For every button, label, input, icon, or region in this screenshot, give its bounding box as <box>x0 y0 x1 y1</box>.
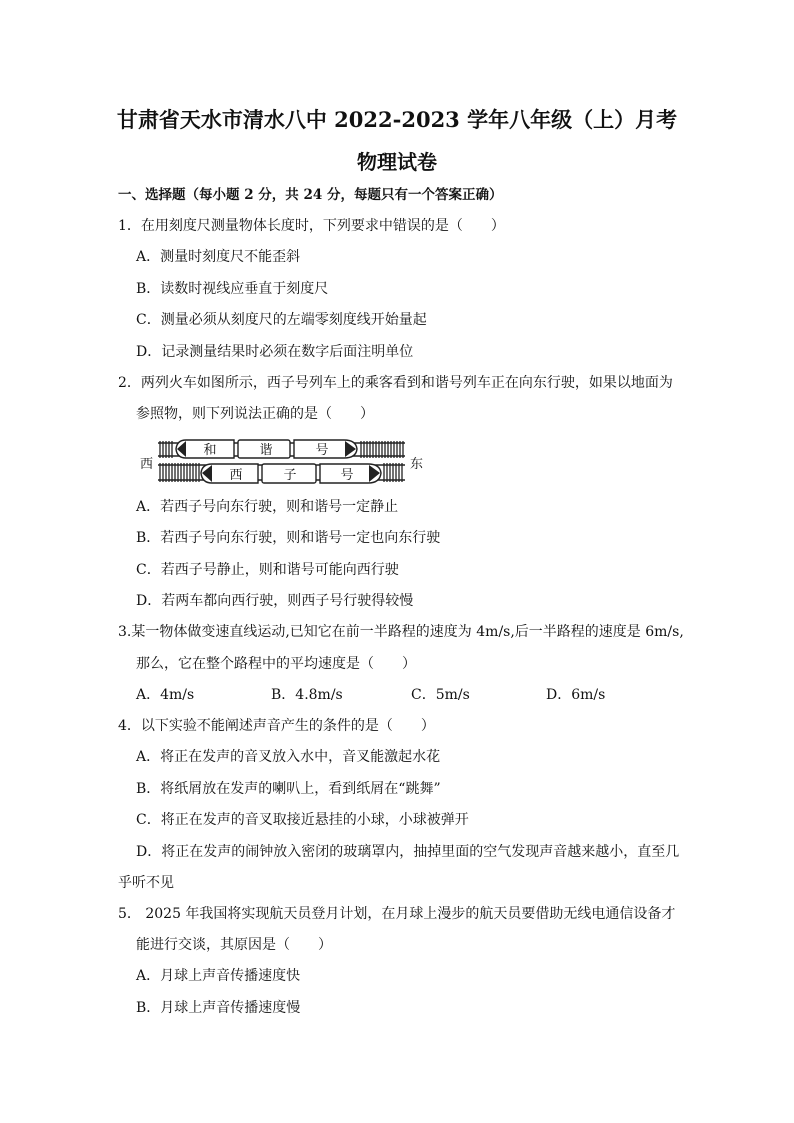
train-xizi-label-3: 号 <box>340 468 354 483</box>
direction-east-label: 东 <box>410 457 424 472</box>
train-hexie-label-3: 号 <box>315 443 329 458</box>
question-1-option-d: D．记录测量结果时必须在数字后面注明单位 <box>136 344 414 360</box>
question-4-option-c: C．将正在发声的音叉取接近悬挂的小球，小球被弹开 <box>136 812 469 828</box>
question-2-option-c: C．若西子号静止，则和谐号可能向西行驶 <box>136 562 399 578</box>
question-3-option-a: A．4m/s <box>136 687 195 703</box>
question-5-stem-line1: 5． 2025 年我国将实现航天员登月计划，在月球上漫步的航天员要借助无线电通信设备才 <box>118 906 676 922</box>
question-4-option-d-line1: D．将正在发声的闹钟放入密闭的玻璃罩内，抽掉里面的空气发现声音越来越小，直至几 <box>136 844 680 860</box>
train-xizi <box>201 464 381 483</box>
question-2-option-b: B．若西子号向东行驶，则和谐号一定也向东行驶 <box>136 530 441 546</box>
question-2-option-d: D．若两车都向西行驶，则西子号行驶得较慢 <box>136 593 414 609</box>
train-hexie-label-1: 和 <box>203 443 217 458</box>
train-xizi-label-2: 子 <box>283 468 297 483</box>
question-3-option-c: C．5m/s <box>411 687 470 703</box>
exam-title: 甘肃省天水市清水八中 2022-2023 学年八年级（上）月考 <box>116 107 678 132</box>
question-4-option-d-line2: 乎听不见 <box>118 875 174 891</box>
question-5-option-a: A．月球上声音传播速度快 <box>136 968 301 984</box>
question-2-stem-line2: 参照物，则下列说法正确的是（ ） <box>136 406 374 422</box>
exam-subtitle: 物理试卷 <box>357 150 437 174</box>
question-1-option-b: B．读数时视线应垂直于刻度尺 <box>136 281 329 297</box>
question-3-stem-line1: 3.某一物体做变速直线运动,已知它在前一半路程的速度为 4m/s,后一半路程的速度是 6m/s, <box>118 624 684 640</box>
question-5-option-b: B．月球上声音传播速度慢 <box>136 1000 301 1016</box>
question-3-stem-line2: 那么，它在整个路程中的平均速度是（ ） <box>136 656 416 672</box>
question-2-option-a: A．若西子号向东行驶，则和谐号一定静止 <box>136 499 399 515</box>
question-4-option-a: A．将正在发声的音叉放入水中，音叉能激起水花 <box>136 749 441 765</box>
train-xizi-label-1: 西 <box>229 468 243 483</box>
question-4-stem: 4．以下实验不能阐述声音产生的条件的是（ ） <box>118 718 435 734</box>
question-1-option-c: C．测量必须从刻度尺的左端零刻度线开始量起 <box>136 312 427 328</box>
train-hexie-label-2: 谐 <box>259 443 273 458</box>
question-3-option-b: B．4.8m/s <box>271 687 343 703</box>
question-1-option-a: A．测量时刻度尺不能歪斜 <box>136 249 301 265</box>
question-3-option-d: D．6m/s <box>546 687 606 703</box>
direction-west-label: 西 <box>140 457 154 472</box>
question-2-stem-line1: 2．两列火车如图所示，西子号列车上的乘客看到和谐号列车正在向东行驶，如果以地面为 <box>118 375 673 391</box>
section-heading: 一、选择题（每小题 2 分，共 24 分，每题只有一个答案正确） <box>118 187 503 203</box>
question-1-stem: 1．在用刻度尺测量物体长度时，下列要求中错误的是（ ） <box>118 218 505 234</box>
question-4-option-b: B．将纸屑放在发声的喇叭上，看到纸屑在“跳舞” <box>136 781 441 797</box>
train-hexie <box>176 440 357 458</box>
question-5-stem-line2: 能进行交谈，其原因是（ ） <box>136 937 332 953</box>
